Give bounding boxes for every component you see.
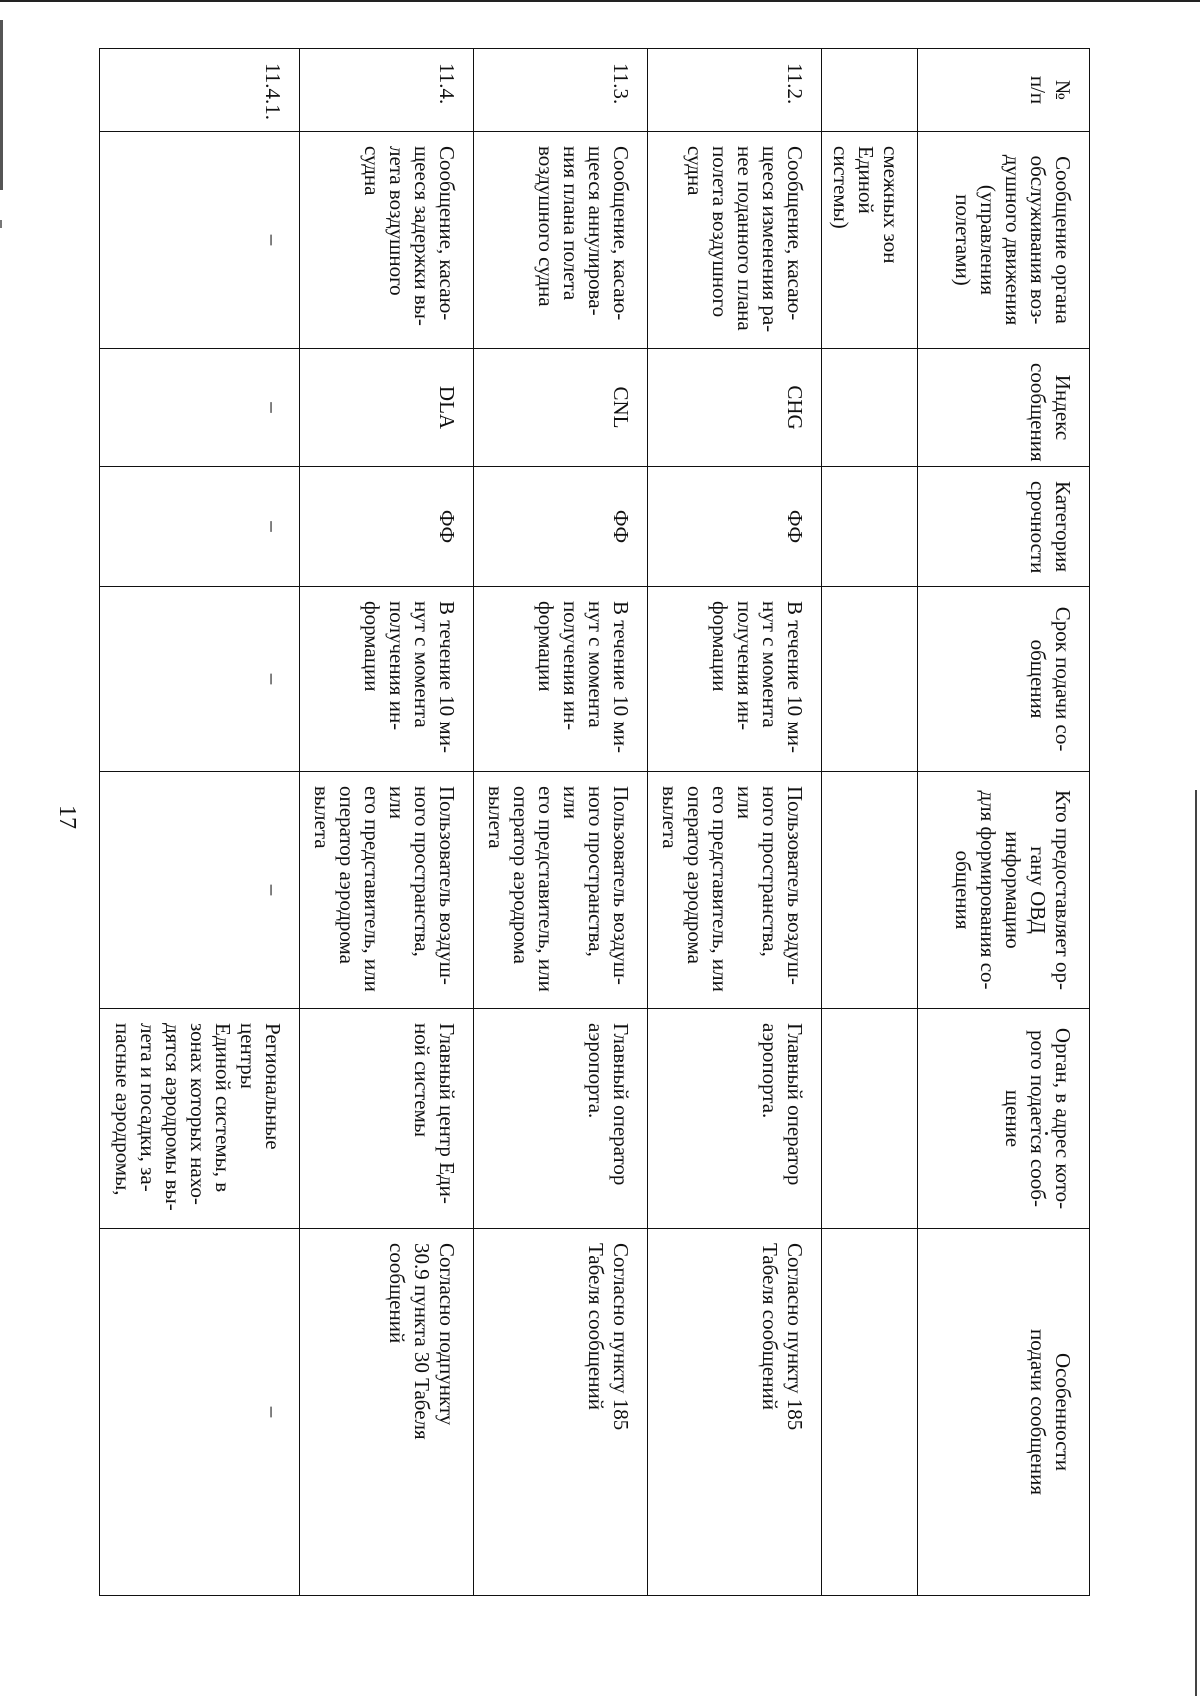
row-category: ФФ	[648, 467, 822, 587]
header-number: № п/п	[918, 49, 1090, 132]
table-rotation-layer	[113, 48, 1090, 1595]
table-row	[474, 49, 648, 1596]
row-notes: Согласно пункту 185 Табеля сообщений	[648, 1229, 822, 1596]
row-index: –	[100, 349, 300, 467]
row-message: Сообщение, касаю- щееся задержки вы- лета воздушного судна	[300, 132, 474, 349]
continuation-cell	[822, 49, 918, 132]
row-number: 11.4.1.	[100, 49, 300, 132]
row-notes: Согласно подпункту 30.9 пункта 30 Табеля сообщений	[300, 1229, 474, 1596]
row-message: Сообщение, касаю- щееся аннулирова- ния плана полета воздушного судна	[474, 132, 648, 349]
row-addressee: Главный оператор аэропорта.	[648, 1009, 822, 1229]
message-table	[99, 48, 1090, 1596]
left-edge-mark	[0, 20, 3, 190]
row-message: Сообщение, касаю- щееся изменения ра- нее поданного плана полета воздушного судна	[648, 132, 822, 349]
header-message: Сообщение органа обслуживания воз- душного движения (управления полетами)	[918, 132, 1090, 349]
continuation-cell	[822, 467, 918, 587]
row-message: –	[100, 132, 300, 349]
row-number: 11.4.	[300, 49, 474, 132]
header-addressee: Орган, в адрес кото- рого подается сооб- щение	[918, 1009, 1090, 1229]
continuation-cell	[822, 587, 918, 772]
row-index: CNL	[474, 349, 648, 467]
row-notes: Согласно пункту 185 Табеля сообщений	[474, 1229, 648, 1596]
header-provider: Кто предоставляет ор- гану ОВД информацию для формирования со- общения	[918, 772, 1090, 1009]
continuation-row	[822, 49, 918, 1596]
row-addressee: Главный оператор аэропорта.	[474, 1009, 648, 1229]
rotated-table-frame	[113, 48, 1090, 1595]
table-row	[648, 49, 822, 1596]
row-notes: –	[100, 1229, 300, 1596]
header-notes: Особенности подачи сообщения	[918, 1229, 1090, 1596]
row-deadline: В течение 10 ми- нут с момента получения ин- формации	[474, 587, 648, 772]
row-index: DLA	[300, 349, 474, 467]
table-header-row	[918, 49, 1090, 1596]
header-category: Категория срочности	[918, 467, 1090, 587]
row-number: 11.2.	[648, 49, 822, 132]
row-deadline: В течение 10 ми- нут с момента получения ин- формации	[648, 587, 822, 772]
top-border-line	[0, 0, 1200, 2]
page-number: 17	[54, 805, 80, 829]
continuation-cell: смежных зон Единой системы)	[822, 132, 918, 349]
continuation-cell	[822, 349, 918, 467]
row-provider: Пользователь воздуш- ного пространства, или его представитель, или оператор аэродрома вылета	[474, 772, 648, 1009]
row-provider: Пользователь воздуш- ного пространства, или его представитель, или оператор аэродрома вылета	[648, 772, 822, 1009]
continuation-cell	[822, 772, 918, 1009]
row-addressee: Региональные центры Единой системы, в зонах которых нахо- дятся аэродромы вы- лета и посадки, за- пасные аэродромы,	[100, 1009, 300, 1229]
row-deadline: В течение 10 ми- нут с момента получения ин- формации	[300, 587, 474, 772]
row-category: –	[100, 467, 300, 587]
row-category: ФФ	[300, 467, 474, 587]
row-number: 11.3.	[474, 49, 648, 132]
right-border-line	[1195, 790, 1197, 1696]
continuation-cell	[822, 1229, 918, 1596]
row-addressee: Главный центр Еди- ной системы	[300, 1009, 474, 1229]
row-provider: –	[100, 772, 300, 1009]
row-deadline: –	[100, 587, 300, 772]
row-index: CHG	[648, 349, 822, 467]
continuation-cell	[822, 1009, 918, 1229]
row-provider: Пользователь воздуш- ного пространства, или его представитель, или оператор аэродрома вылета	[300, 772, 474, 1009]
header-deadline: Срок подачи со- общения	[918, 587, 1090, 772]
table-row	[100, 49, 300, 1596]
row-category: ФФ	[474, 467, 648, 587]
table-row	[300, 49, 474, 1596]
header-index: Индекс сообщения	[918, 349, 1090, 467]
left-edge-mark-small	[0, 220, 2, 228]
